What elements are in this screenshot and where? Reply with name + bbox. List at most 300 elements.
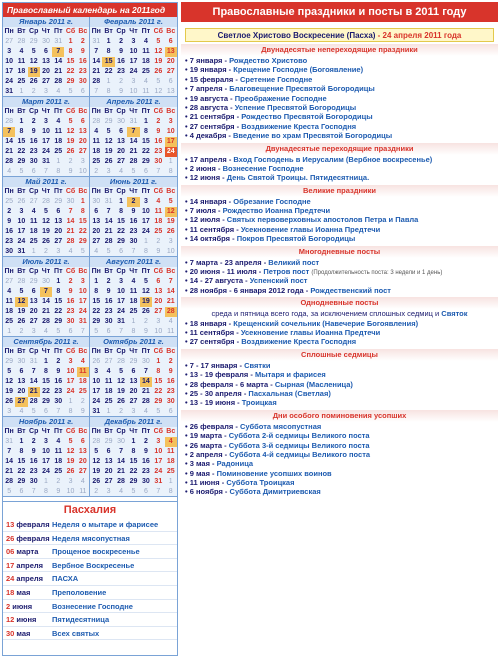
day-cell: 25: [29, 238, 38, 245]
holiday-date: 3 мая -: [189, 459, 217, 469]
paschalia-item: [3, 600, 177, 614]
week-row: [3, 437, 89, 447]
holiday-name: Рождественский пост: [310, 285, 391, 295]
paschalia-month: апреля: [14, 560, 44, 570]
weekday-label: Вт: [17, 268, 26, 275]
section-heading: Великие праздники: [181, 185, 498, 197]
weekday-label: Вс: [78, 28, 88, 35]
paschalia-day: 18: [6, 587, 15, 597]
weekday-label: Пн: [4, 188, 14, 195]
day-cell: 1: [168, 158, 173, 165]
weekday-label: Вс: [78, 428, 88, 435]
holiday-item: [181, 206, 498, 215]
day-cell: 4: [7, 168, 12, 175]
month-name: Март 2011 г.: [3, 97, 89, 107]
day-cell: 7: [7, 448, 12, 455]
day-cell: 2: [68, 158, 73, 165]
day-cell: 29: [104, 438, 113, 445]
weekday-label: Пн: [91, 28, 101, 35]
weekday-label: Вс: [78, 348, 88, 355]
calendar-title: Православный календарь на 2011год: [3, 3, 177, 17]
holiday-name: Благовещение Пресвятой Богородицы: [229, 84, 375, 94]
weekday-label: Чт: [129, 428, 138, 435]
day-cell: 27: [5, 278, 14, 285]
day-cell: 10: [117, 288, 125, 295]
holiday-name: Рождество Пресвятой Богородицы: [241, 112, 373, 122]
day-cell: 19: [66, 138, 75, 145]
day-cell: 30: [117, 118, 125, 125]
day-cell: 11: [17, 58, 26, 65]
holiday-date: 12 июля -: [189, 215, 227, 225]
paschalia-date: [6, 572, 52, 585]
weekday-label: Вт: [17, 28, 26, 35]
week-row: [90, 67, 177, 77]
day-cell: 9: [143, 328, 148, 335]
day-cell: 4: [143, 78, 148, 85]
day-cell: 8: [143, 248, 148, 255]
day-cell: 25: [78, 388, 87, 395]
week-row: [90, 147, 177, 157]
holiday-date: 21 сентября -: [189, 112, 242, 122]
day-cell: 7: [131, 248, 136, 255]
day-cell: 11: [54, 128, 62, 135]
day-cell: 12: [142, 288, 150, 295]
holiday-name: Петров пост: [263, 267, 310, 277]
holiday-name: Крещение Господне (Богоявление): [233, 65, 364, 75]
day-cell: 15: [102, 57, 114, 67]
day-cell: 5: [156, 408, 161, 415]
day-cell: 21: [142, 388, 150, 395]
month-block: [90, 337, 177, 417]
day-cell: 31: [42, 158, 50, 165]
day-cell: 3: [168, 118, 173, 125]
day-cell: 13: [165, 47, 177, 57]
week-row: [3, 287, 89, 297]
day-cell: 31: [17, 248, 26, 255]
bullet: •: [185, 388, 190, 398]
weekday-label: Пн: [91, 348, 101, 355]
day-cell: 24: [117, 308, 125, 315]
weekday-label: Сб: [153, 428, 163, 435]
weekday-label: Вт: [104, 108, 113, 115]
day-cell: 8: [143, 128, 148, 135]
day-cell: 14: [42, 298, 50, 305]
week-row: [90, 317, 177, 327]
week-row: [90, 217, 177, 227]
day-cell: 28: [92, 78, 101, 85]
holiday-item: [181, 389, 498, 398]
day-cell: 18: [154, 218, 163, 225]
holiday-date: 7 марта - 23 апреля -: [189, 257, 269, 267]
day-cell: 3: [131, 78, 136, 85]
day-cell: 6: [94, 208, 99, 215]
month-row: [3, 17, 177, 97]
day-cell: 25: [5, 198, 14, 205]
day-cell: 19: [42, 228, 50, 235]
day-cell: 16: [29, 138, 38, 145]
day-cell: 4: [143, 38, 148, 45]
day-cell: 6: [143, 488, 148, 495]
day-cell: 21: [5, 468, 14, 475]
day-cell: 29: [17, 158, 26, 165]
day-cell: 29: [117, 238, 125, 245]
day-cell: 29: [29, 38, 38, 45]
holiday-item: [181, 197, 498, 206]
day-cell: 10: [17, 218, 26, 225]
day-cell: 6: [44, 408, 48, 415]
week-row: [90, 457, 177, 467]
calendar-panel: [2, 2, 178, 656]
day-cell: 20: [117, 148, 125, 155]
day-cell: 28: [5, 118, 14, 125]
day-cell: 8: [106, 48, 111, 55]
week-row: [90, 357, 177, 367]
day-cell: 22: [154, 388, 163, 395]
day-cell: 8: [56, 168, 61, 175]
paschalia-day: 17: [6, 560, 15, 570]
month-name: Июль 2011 г.: [3, 257, 89, 267]
day-cell: 25: [129, 308, 138, 315]
day-cell: 6: [19, 368, 24, 375]
paschalia-month: мая: [14, 628, 31, 638]
day-cell: 3: [19, 208, 24, 215]
day-cell: 31: [154, 478, 163, 485]
holiday-date: 11 сентября -: [189, 224, 241, 234]
day-cell: 30: [54, 398, 63, 405]
weekday-label: Сб: [153, 188, 163, 195]
day-cell: 19: [28, 67, 40, 77]
day-cell: 28: [17, 38, 26, 45]
day-cell: 28: [129, 158, 138, 165]
holiday-date: 2 июня -: [189, 163, 223, 173]
holiday-item: [181, 398, 498, 407]
weekday-label: Ср: [29, 268, 39, 275]
day-cell: 26: [92, 358, 101, 365]
week-row: [3, 317, 89, 327]
bullet: •: [185, 370, 190, 380]
day-cell: 30: [78, 78, 87, 85]
day-cell: 5: [31, 48, 36, 55]
week-row: [90, 367, 177, 377]
day-cell: 4: [31, 208, 36, 215]
day-cell: 7: [119, 448, 123, 455]
holiday-date: 7 - 17 января -: [189, 360, 245, 370]
bullet: •: [185, 215, 190, 225]
day-cell: 14: [5, 138, 14, 145]
weekday-header: [3, 347, 89, 357]
week-row: [90, 397, 177, 407]
bullet: •: [185, 224, 190, 234]
holiday-item: [181, 370, 498, 379]
paschalia-box: [3, 501, 177, 640]
holiday-name: Успение Пресвятой Богородицы: [234, 102, 357, 112]
holiday-name: Мытаря и фарисея: [254, 370, 326, 380]
day-cell: 17: [5, 68, 14, 75]
day-cell: 26: [166, 228, 175, 235]
weekday-label: Сб: [65, 188, 76, 195]
day-cell: 22: [92, 308, 101, 315]
section-note: [181, 309, 498, 318]
day-cell: 1: [119, 198, 123, 205]
day-cell: 2: [31, 438, 36, 445]
day-cell: 29: [142, 158, 150, 165]
day-cell: 29: [54, 318, 63, 325]
holiday-date: 11 июня -: [189, 478, 227, 488]
day-cell: 14: [104, 218, 113, 225]
day-cell: 5: [68, 438, 73, 445]
weekday-label: Чт: [41, 348, 51, 355]
week-row: [90, 197, 177, 207]
day-cell: 1: [156, 358, 161, 365]
day-cell: 29: [104, 118, 113, 125]
day-cell: 12: [92, 458, 101, 465]
week-row: [3, 277, 89, 287]
holiday-name: Обрезание Господне: [233, 196, 311, 206]
day-cell: 30: [142, 358, 150, 365]
day-cell: 24: [42, 148, 50, 155]
day-cell: 17: [42, 138, 50, 145]
day-cell: 31: [117, 318, 125, 325]
day-cell: 28: [17, 278, 26, 285]
day-cell: 31: [129, 118, 138, 125]
bullet: •: [185, 163, 190, 173]
day-cell: 30: [29, 158, 38, 165]
day-cell: 12: [117, 378, 125, 385]
day-cell: 7: [119, 328, 123, 335]
weekday-label: Сб: [65, 108, 76, 115]
day-cell: 6: [106, 448, 111, 455]
weekday-label: Пт: [141, 268, 151, 275]
day-cell: 20: [78, 458, 87, 465]
day-cell: 29: [78, 238, 87, 245]
day-cell: 14: [117, 458, 125, 465]
weekday-label: Ср: [116, 428, 126, 435]
month-block: [90, 17, 177, 97]
day-cell: 11: [142, 48, 150, 55]
day-cell: 14: [29, 378, 38, 385]
day-cell: 29: [54, 198, 63, 205]
months-grid: [3, 17, 177, 497]
weekday-label: Вт: [104, 28, 113, 35]
holiday-item: [181, 459, 498, 468]
day-cell: 2: [143, 438, 148, 445]
week-row: [90, 127, 177, 137]
day-cell: 2: [119, 38, 123, 45]
bullet: •: [185, 285, 190, 295]
day-cell: 2: [80, 398, 85, 405]
day-cell: 31: [92, 38, 101, 45]
week-row: [90, 237, 177, 247]
day-cell: 1: [7, 328, 12, 335]
holiday-item: [181, 164, 498, 173]
week-row: [3, 487, 89, 497]
day-cell: 7: [127, 127, 139, 137]
bullet: •: [185, 93, 190, 103]
day-cell: 5: [68, 88, 73, 95]
day-cell: 2: [56, 358, 61, 365]
week-row: [90, 407, 177, 417]
day-cell: 15: [129, 458, 138, 465]
holiday-date: 27 сентября -: [189, 121, 242, 131]
bullet: •: [185, 318, 190, 328]
day-cell: 10: [154, 448, 163, 455]
day-cell: 31: [5, 88, 14, 95]
holiday-section: [181, 185, 498, 244]
day-cell: 25: [166, 468, 175, 475]
weekday-label: Пт: [54, 188, 63, 195]
day-cell: 17: [17, 228, 26, 235]
day-cell: 29: [42, 398, 50, 405]
day-cell: 13: [29, 298, 38, 305]
day-cell: 9: [143, 448, 148, 455]
weekday-label: Чт: [129, 28, 138, 35]
day-cell: 3: [156, 438, 161, 445]
day-cell: 6: [143, 168, 148, 175]
day-cell: 9: [56, 488, 61, 495]
day-cell: 2: [31, 88, 36, 95]
day-cell: 6: [106, 328, 111, 335]
day-cell: 1: [106, 78, 111, 85]
paschalia-day: 13: [6, 520, 15, 529]
day-cell: 2: [143, 318, 148, 325]
day-cell: 30: [66, 318, 75, 325]
day-cell: 5: [156, 78, 161, 85]
day-cell: 14: [92, 58, 101, 65]
weekday-header: [90, 27, 177, 37]
holiday-name: Воздвижение Креста Господня: [241, 337, 357, 347]
day-cell: 6: [31, 288, 36, 295]
day-cell: 15: [117, 218, 125, 225]
holiday-date: 4 декабря -: [189, 131, 233, 141]
day-cell: 29: [66, 78, 75, 85]
holiday-item: [181, 103, 498, 112]
day-cell: 2: [106, 278, 111, 285]
weekday-label: Пт: [54, 428, 63, 435]
holiday-item: [181, 173, 498, 182]
day-cell: 4: [106, 368, 111, 375]
holiday-date: 19 января -: [189, 65, 234, 75]
day-cell: 18: [17, 68, 26, 75]
day-cell: 24: [92, 398, 101, 405]
day-cell: 27: [104, 478, 113, 485]
day-cell: 1: [56, 158, 61, 165]
day-cell: 5: [19, 168, 24, 175]
paschalia-date: [6, 600, 52, 613]
day-cell: 16: [142, 458, 150, 465]
weekday-label: Сб: [65, 428, 76, 435]
day-cell: 5: [106, 128, 111, 135]
paschalia-day: 2: [6, 601, 11, 611]
week-row: [3, 307, 89, 317]
day-cell: 3: [44, 88, 48, 95]
day-cell: 14: [166, 288, 175, 295]
holiday-name: Воздвижение Креста Господня: [241, 121, 357, 131]
day-cell: 6: [168, 78, 173, 85]
weekday-label: Вс: [78, 108, 88, 115]
weekday-label: Вс: [166, 28, 176, 35]
paschalia-name: Вербное Воскресенье: [52, 560, 135, 570]
day-cell: 27: [5, 38, 14, 45]
weekday-label: Ср: [116, 28, 126, 35]
holiday-item: [181, 361, 498, 370]
day-cell: 27: [92, 238, 101, 245]
bullet: •: [185, 257, 190, 267]
weekday-label: Вт: [104, 188, 113, 195]
holiday-item: [181, 422, 498, 431]
weekday-header: [3, 27, 89, 37]
day-cell: 8: [131, 328, 136, 335]
holiday-name: Поминовение усопших воинов: [216, 468, 332, 478]
weekday-label: Сб: [153, 268, 163, 275]
day-cell: 28: [66, 238, 75, 245]
day-cell: 13: [54, 218, 63, 225]
bullet: •: [185, 440, 190, 450]
day-cell: 19: [140, 297, 152, 307]
day-cell: 27: [78, 148, 87, 155]
holiday-date: 18 января -: [189, 318, 234, 328]
day-cell: 5: [156, 38, 161, 45]
day-cell: 6: [168, 408, 173, 415]
day-cell: 19: [154, 58, 163, 65]
day-cell: 30: [166, 398, 175, 405]
bullet: •: [185, 173, 190, 183]
day-cell: 20: [104, 468, 113, 475]
day-cell: 24: [154, 468, 163, 475]
week-row: [3, 77, 89, 87]
day-cell: 6: [68, 328, 73, 335]
day-cell: 15: [154, 378, 163, 385]
day-cell: 13: [166, 88, 175, 95]
day-cell: 26: [104, 158, 113, 165]
weekday-label: Вс: [78, 188, 88, 195]
holiday-item: [181, 112, 498, 121]
day-cell: 5: [131, 168, 136, 175]
weekday-label: Пн: [4, 108, 14, 115]
day-cell: 22: [117, 228, 125, 235]
day-cell: 2: [19, 328, 24, 335]
day-cell: 3: [31, 328, 36, 335]
holiday-date: 14 января -: [189, 196, 234, 206]
day-cell: 22: [42, 388, 50, 395]
day-cell: 6: [168, 38, 173, 45]
day-cell: 11: [142, 88, 150, 95]
day-cell: 28: [117, 358, 125, 365]
holiday-date: 7 июля -: [189, 206, 223, 216]
bullet: •: [185, 121, 190, 131]
day-cell: 28: [104, 238, 113, 245]
paschalia-name: Преполовение: [52, 587, 107, 597]
day-cell: 17: [129, 58, 138, 65]
week-row: [3, 57, 89, 67]
week-row: [90, 377, 177, 387]
day-cell: 4: [143, 408, 148, 415]
day-cell: 7: [168, 278, 173, 285]
day-cell: 8: [68, 48, 73, 55]
paschalia-item: [3, 613, 177, 627]
day-cell: 5: [7, 488, 12, 495]
day-cell: 10: [142, 208, 150, 215]
weekday-label: Вт: [104, 268, 113, 275]
day-cell: 9: [56, 368, 61, 375]
holiday-item: [181, 319, 498, 328]
day-cell: 5: [31, 408, 36, 415]
weekday-header: [90, 267, 177, 277]
day-cell: 18: [166, 458, 175, 465]
week-row: [90, 117, 177, 127]
paschalia-day: 30: [6, 628, 15, 638]
day-cell: 7: [156, 168, 161, 175]
day-cell: 23: [104, 308, 113, 315]
